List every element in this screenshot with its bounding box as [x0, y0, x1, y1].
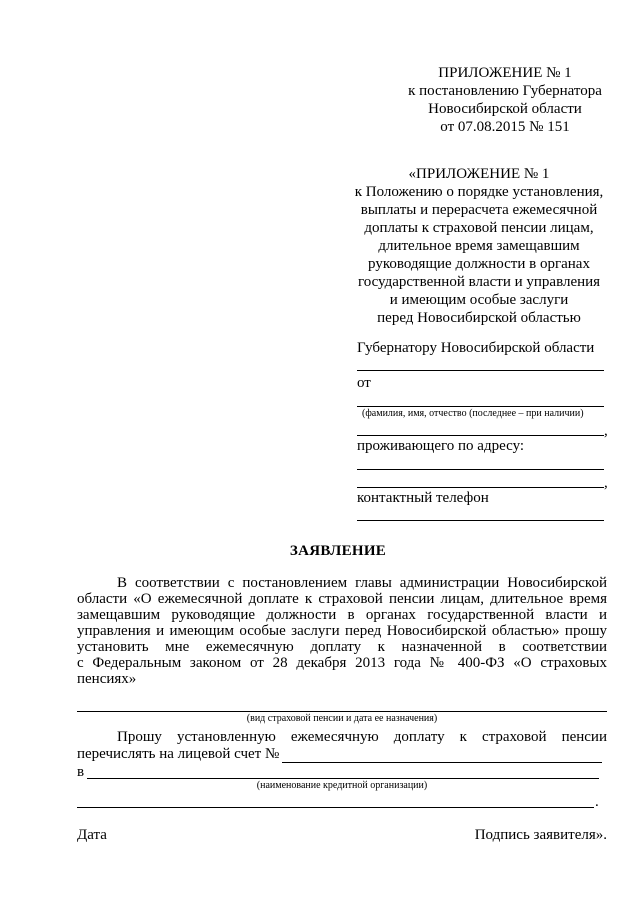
- signature-label: Подпись заявителя».: [474, 827, 607, 843]
- appendix2-line1: «ПРИЛОЖЕНИЕ № 1: [408, 166, 550, 182]
- body-line: управления и имеющим особые заслуги перед Новосибирской областью» прошу: [77, 623, 607, 639]
- body-line: установить мне ежемесячную доплату к назначенной в соответствии: [77, 639, 607, 655]
- bank-prefix: в: [77, 764, 85, 780]
- pension-caption: (вид страховой пенсии и дата ее назначения): [246, 713, 438, 724]
- address-line-2: [357, 487, 604, 488]
- addressee-to: Губернатору Новосибирской области: [357, 340, 595, 356]
- appendix1-line3: Новосибирской области: [428, 101, 582, 117]
- appendix1-line2: к постановлению Губернатора: [408, 83, 602, 99]
- account-number-line: [282, 762, 602, 763]
- appendix2-line3: выплаты и перерасчета ежемесячной: [360, 202, 598, 218]
- appendix2-line8: и имеющим особые заслуги: [389, 292, 569, 308]
- appendix2-line5: длительное время замещавшим: [378, 238, 580, 254]
- appendix2-line2: к Положению о порядке установления,: [354, 184, 604, 200]
- comma-2: ,: [604, 475, 608, 491]
- appendix2-line9: перед Новосибирской областью: [377, 310, 581, 326]
- request-line-1: Прошу установленную ежемесячную доплату к страховой пенсии: [117, 729, 607, 745]
- request-line-2: перечислять на лицевой счет №: [77, 746, 280, 762]
- fio-caption: (фамилия, имя, отчество (последнее – при наличии): [362, 408, 584, 419]
- fio-line-2: [357, 435, 604, 436]
- statement-title: ЗАЯВЛЕНИЕ: [289, 543, 387, 559]
- body-line: В соответствии с постановлением главы администрации Новосибирской: [117, 575, 607, 591]
- address-line-1: [357, 469, 604, 470]
- bank-line-2: [77, 807, 594, 808]
- appendix2-line4: доплаты к страховой пенсии лицам,: [364, 220, 594, 236]
- statement-body: [77, 575, 607, 687]
- addressee-from: от: [357, 375, 371, 391]
- body-line: замещавшим руководящие должности в органах государственной власти и: [77, 607, 607, 623]
- phone-line: [357, 520, 604, 521]
- comma-1: ,: [604, 423, 608, 439]
- bank-line: [87, 778, 599, 779]
- body-line: с Федеральным законом от 28 декабря 2013 года № 400-ФЗ «О страховых: [77, 655, 607, 671]
- body-line: области «О ежемесячной доплате к страховой пенсии лицам, длительное время: [77, 591, 607, 607]
- appendix1-line4: от 07.08.2015 № 151: [440, 119, 570, 135]
- fio-line: [357, 406, 604, 407]
- period: .: [595, 794, 599, 810]
- appendix2-line7: государственной власти и управления: [357, 274, 601, 290]
- residing-label: проживающего по адресу:: [357, 438, 525, 454]
- addressee-name-line: [357, 370, 604, 371]
- date-label: Дата: [77, 827, 107, 843]
- body-line-last: пенсиях»: [77, 671, 137, 687]
- pension-type-line: [77, 711, 607, 712]
- appendix1-line1: ПРИЛОЖЕНИЕ № 1: [438, 65, 572, 81]
- appendix2-line6: руководящие должности в органах: [368, 256, 590, 272]
- bank-caption: (наименование кредитной организации): [256, 780, 428, 791]
- request-block: [77, 729, 607, 745]
- phone-label: контактный телефон: [357, 490, 489, 506]
